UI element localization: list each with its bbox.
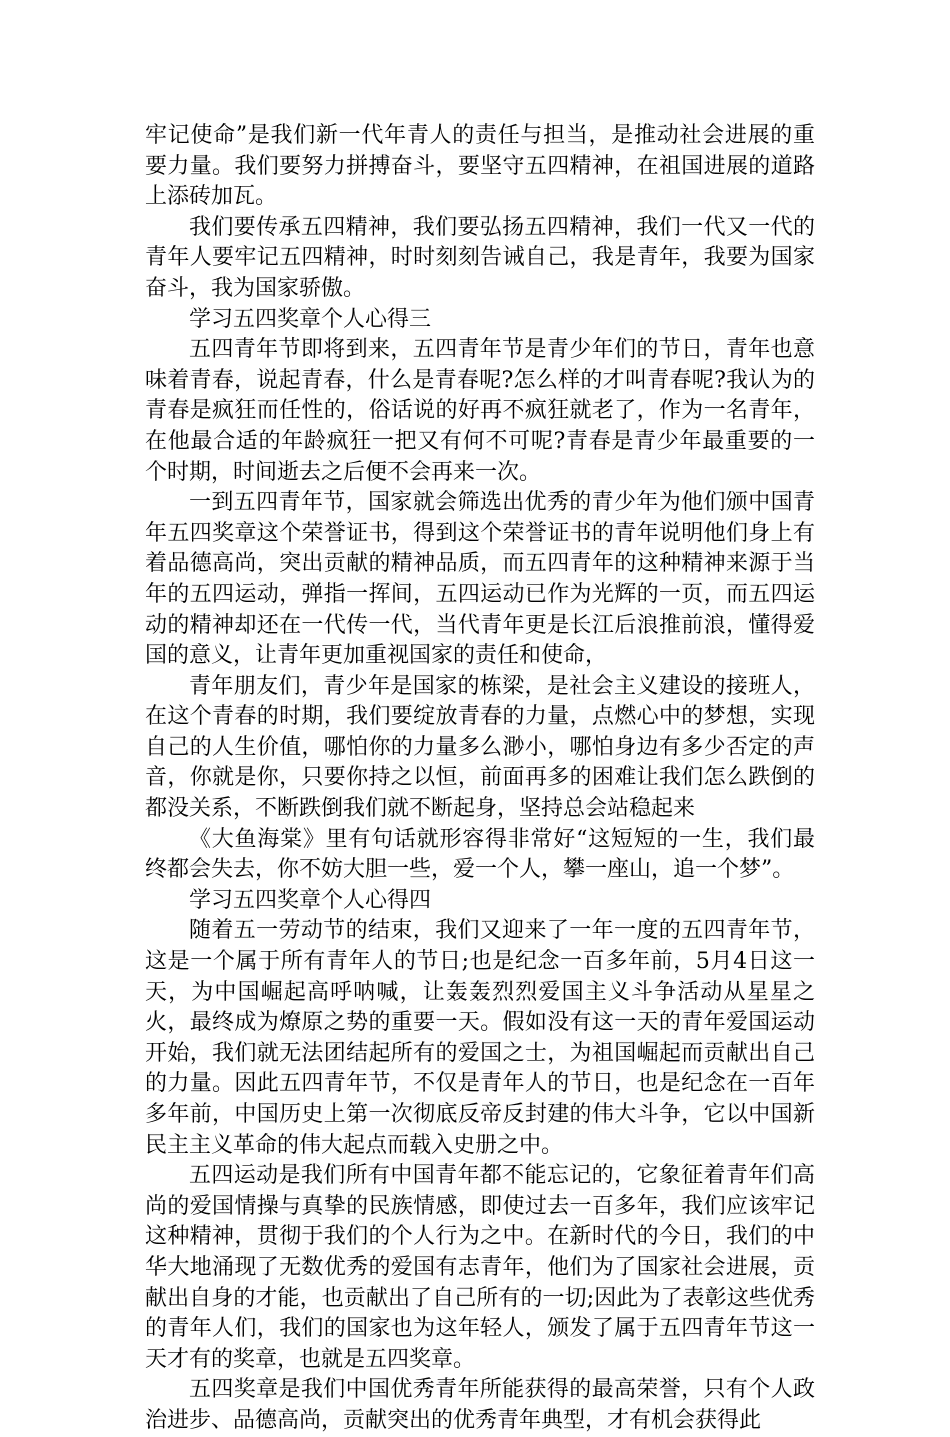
paragraph: 随着五一劳动节的结束，我们又迎来了一年一度的五四青年节，这是一个属于所有青年人的节日;也是纪念一百多年前，5月4日这一天，为中国崛起高呼呐喊，让轰轰烈烈爱国主义斗争活动从星星之火，最终成为燎原之势的重要一天。假如没有这一天的青年爱国运动开始，我们就无法团结起所有的爱国之士，为祖国崛起而贡献出自己的力量。因此五四青年节，不仅是青年人的节日，也是纪念在一百年多年前，中国历史上第一次彻底反帝反封建的伟大斗争，它以中国新民主主义革命的伟大起点而载入史册之中。 [145, 918, 815, 1158]
paragraph: 《大鱼海棠》里有句话就形容得非常好“这短短的一生，我们最终都会失去，你不妨大胆一些，爱一个人，攀一座山，追一个梦”。 [145, 826, 815, 883]
paragraph: 五四奖章是我们中国优秀青年所能获得的最高荣誉，只有个人政治进步、品德高尚，贡献突出的优秀青年典型，才有机会获得此 [145, 1377, 815, 1433]
paragraph: 我们要传承五四精神，我们要弘扬五四精神，我们一代又一代的青年人要牢记五四精神，时时刻刻告诫自己，我是青年，我要为国家奋斗，我为国家骄傲。 [145, 214, 815, 301]
paragraph: 五四青年节即将到来，五四青年节是青少年们的节日，青年也意味着青春，说起青春，什么是青春呢?怎么样的才叫青春呢?我认为的青春是疯狂而任性的，俗话说的好再不疯狂就老了，作为一名青年，在他最合适的年龄疯狂一把又有何不可呢?青春是青少年最重要的一个时期，时间逝去之后便不会再来一次。 [145, 337, 815, 485]
paragraph: 一到五四青年节，国家就会筛选出优秀的青少年为他们颁中国青年五四奖章这个荣誉证书，得到这个荣誉证书的青年说明他们身上有着品德高尚，突出贡献的精神品质，而五四青年的这种精神来源于当年的五四运动，弹指一挥间，五四运动已作为光辉的一页，而五四运动的精神却还在一代传一代，当代青年更是长江后浪推前浪，懂得爱国的意义，让青年更加重视国家的责任和使命， [145, 490, 815, 669]
section-heading: 学习五四奖章个人心得三 [189, 306, 432, 332]
paragraph: 五四运动是我们所有中国青年都不能忘记的，它象征着青年们高尚的爱国情操与真挚的民族情感，即使过去一百多年，我们应该牢记这种精神，贯彻于我们的个人行为之中。在新时代的今日，我们的中华大地涌现了无数优秀的爱国有志青年，他们为了国家社会进展，贡献出自身的才能，也贡献出了自己所有的一切;因此为了表彰这些优秀的青年人们，我们的国家也为这年轻人，颁发了属于五四青年节这一天才有的奖章，也就是五四奖章。 [145, 1163, 815, 1372]
paragraph: 青年朋友们，青少年是国家的栋梁，是社会主义建设的接班人，在这个青春的时期，我们要绽放青春的力量，点燃心中的梦想，实现自己的人生价值，哪怕你的力量多么渺小，哪怕身边有多少否定的声音，你就是你，只要你持之以恒，前面再多的困难让我们怎么跌倒的都没关系，不断跌倒我们就不断起身，坚持总会站稳起来 [145, 673, 815, 822]
paragraph: 牢记使命”是我们新一代年青人的责任与担当，是推动社会进展的重要力量。我们要努力拼搏奋斗，要坚守五四精神，在祖国进展的道路上添砖加瓦。 [145, 123, 815, 210]
section-heading: 学习五四奖章个人心得四 [189, 887, 432, 913]
document-page [145, 121, 815, 1437]
